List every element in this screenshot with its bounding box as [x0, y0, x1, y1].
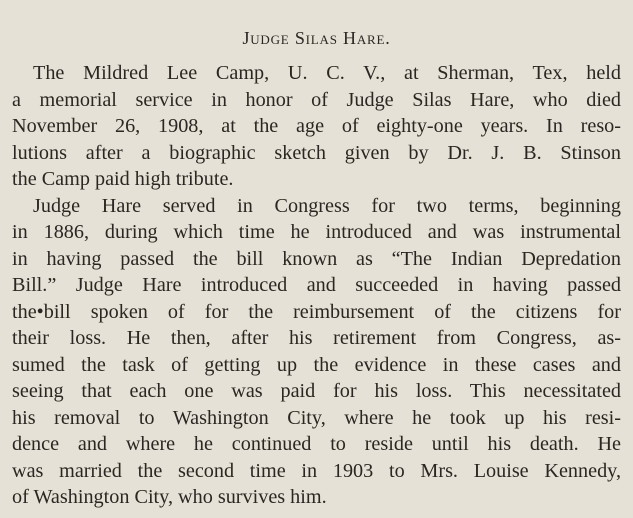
text-line: November 26, 1908, at the age of eighty-one years. In reso-: [12, 115, 621, 137]
text-line: his removal to Washington City, where he took up his resi-: [12, 406, 621, 429]
text-line: the Camp paid high tribute.: [12, 168, 234, 190]
text-line: in having passed the bill known as “The Indian Depredation: [12, 247, 621, 270]
text-line: dence and where he continued to reside until his death. He: [12, 433, 621, 455]
text-line: in 1886, during which time he introduced and was instrumental: [12, 221, 621, 243]
article-title: Judge Silas Hare.: [242, 28, 391, 48]
text-line: The Mildred Lee Camp, U. C. V., at Sherman, Tex, held: [33, 62, 621, 84]
article-body: [12, 60, 621, 511]
text-line: Judge Hare served in Congress for two terms, beginning: [33, 194, 621, 217]
text-line: a memorial service in honor of Judge Silas Hare, who died: [12, 88, 621, 111]
text-line: the•bill spoken of for the reimbursement of the citizens for: [12, 300, 621, 323]
text-line: of Washington City, who survives him.: [12, 486, 327, 508]
text-line: sumed the task of getting up the evidence in these cases and: [12, 353, 621, 376]
text-line: Bill.” Judge Hare introduced and succeeded in having passed: [12, 274, 621, 296]
text-line: their loss. He then, after his retirement from Congress, as-: [12, 327, 621, 349]
text-line: lutions after a biographic sketch given by Dr. J. B. Stinson: [12, 141, 621, 164]
text-line: was married the second time in 1903 to Mrs. Louise Kennedy,: [12, 459, 621, 482]
text-line: seeing that each one was paid for his loss. This necessitated: [12, 380, 621, 402]
